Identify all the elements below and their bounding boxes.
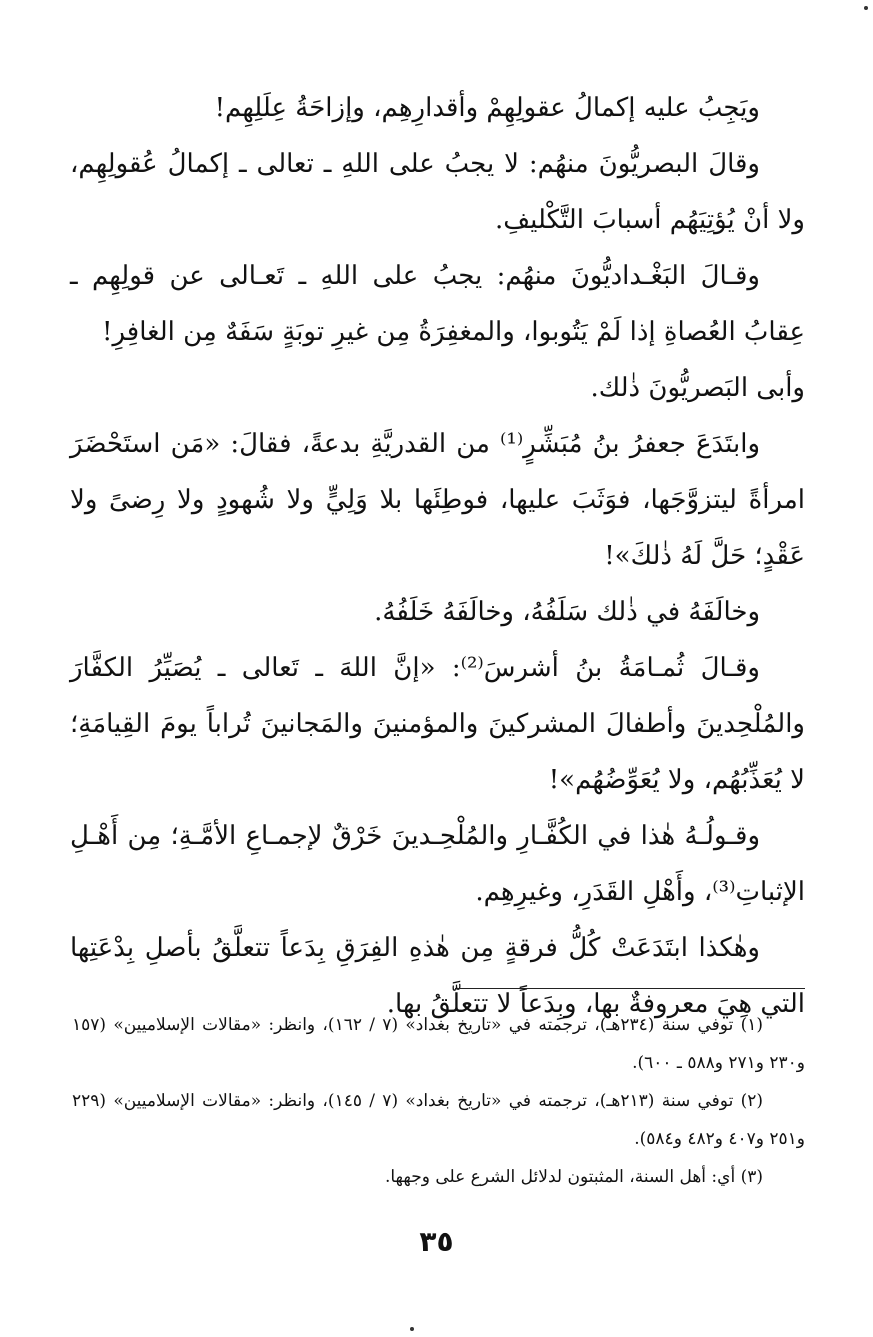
- footnotes: [72, 1006, 805, 1196]
- paragraph: وهٰكذا ابتَدَعَتْ كُلُّ فرقةٍ مِن هٰذهِ الفِرَقِ بِدَعاً تتعلَّقُ بأصلِ بِدْعَتِها التي هِيَ معروفةٌ بها، وبِدَعاً لا تتعلَّقُ بها.: [70, 933, 805, 1019]
- paragraph: وابتَدَعَ جعفرُ بنُ مُبَشِّرٍ⁽¹⁾ من القدريَّةِ بدعةً، فقالَ: «مَن استَحْضَرَ امرأةً ليتزوَّجَها، فوَثَبَ عليها، فوطِئَها بلا وَلِيٍّ ولا شُهودٍ ولا رِضىً ولا عَقْدٍ؛ حَلَّ لَهُ ذٰلكَ»!: [70, 429, 805, 571]
- page-number: ٣٥: [419, 1225, 454, 1258]
- paragraph: وقـالَ ثُمـامَةُ بنُ أشرسَ⁽²⁾: «إنَّ اللهَ ـ تَعالى ـ يُصَيِّرُ الكفَّارَ والمُلْحِدينَ وأطفالَ المشركينَ والمؤمنينَ والمَجانينَ تُراباً يومَ القِيامَةِ؛ لا يُعَذِّبُهُم، ولا يُعَوِّضُهُم»!: [70, 653, 805, 795]
- paragraph: ويَجِبُ عليه إكمالُ عقولِهِمْ وأقدارِهِم، وإزاحَةُ عِلَلِهِم!: [214, 93, 760, 123]
- scan-speck: [410, 1327, 414, 1331]
- footnote-separator: [455, 988, 805, 989]
- paragraph: وقـولُـهُ هٰذا في الكُفَّـارِ والمُلْحِـدينَ خَرْقٌ لإجمـاعِ الأمَّـةِ؛ مِن أَهْـلِ الإثباتِ⁽³⁾، وأَهْلِ القَدَرِ، وغيرِهِم.: [70, 821, 805, 907]
- main-text: [70, 80, 805, 1032]
- footnote: (١) توفي سنة (٢٣٤هـ)، ترجمته في «تاريخ بغداد» (٧ / ١٦٢)، وانظر: «مقالات الإسلاميين» (١٥٧ و٢٣٠ و٢٧١ و٥٨٨ ـ ٦٠٠).: [72, 1015, 805, 1073]
- footnote: (٣) أي: أهل السنة، المثبتون لدلائل الشرع على وجهها.: [384, 1167, 763, 1187]
- paragraph: وأبى البَصريُّونَ ذٰلك.: [590, 373, 805, 403]
- paragraph: وقالَ البصريُّونَ منهُم: لا يجبُ على اللهِ ـ تعالى ـ إكمالُ عُقولِهِم، ولا أنْ يُؤتِيَهُم أسبابَ التَّكْليفِ.: [70, 149, 805, 235]
- paragraph: وقـالَ البَغْـداديُّونَ منهُم: يجبُ على اللهِ ـ تَعـالى عن قولِهِم ـ عِقابُ العُصاةِ إذا لَمْ يَتُوبوا، والمغفِرَةُ مِن غيرِ توبَةٍ سَفَهٌ مِن الغافِرِ!: [70, 261, 805, 347]
- paragraph: وخالَفَهُ في ذٰلك سَلَفُهُ، وخالَفَهُ خَلَفُهُ.: [374, 597, 760, 627]
- footnote: (٢) توفي سنة (٢١٣هـ)، ترجمته في «تاريخ بغداد» (٧ / ١٤٥)، وانظر: «مقالات الإسلاميين» (٢٢٩ و٢٥١ و٤٠٧ و٤٨٢ و٥٨٤).: [72, 1091, 805, 1149]
- scan-speck: [864, 6, 868, 10]
